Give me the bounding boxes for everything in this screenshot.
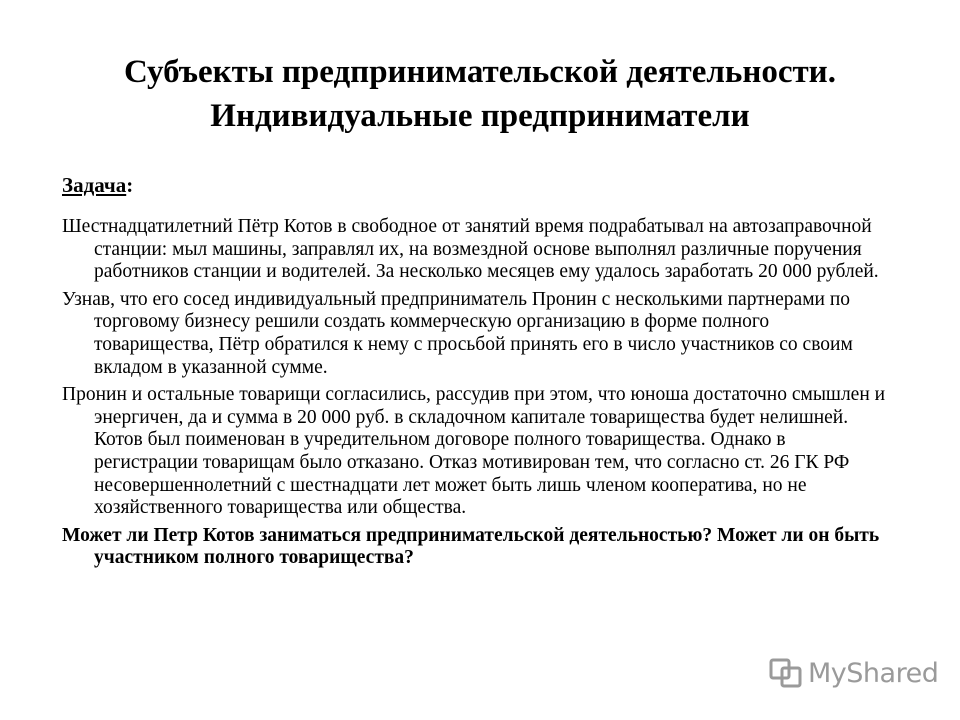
- paragraph-3: Пронин и остальные товарищи согласились, рассудив при этом, что юноша достаточно смышлен и энергичен, да и сумма в 20 000 руб. в складочном капитале товарищества будет нелишней. Котов был поименован в учредительном договоре полного товарищества. Однако в регистрации товарищам было отказано. Отказ мотивирован тем, что согласно ст. 26 ГК РФ несовершеннолетний с шестнадцати лет может быть лишь членом кооператива, но не хозяйственного товарищества или общества.: [62, 384, 886, 519]
- task-colon: :: [126, 173, 134, 197]
- mysharing-logo-icon: [768, 656, 804, 690]
- watermark: [768, 656, 938, 690]
- watermark-text: MyShared: [808, 657, 939, 689]
- paragraph-1: Шестнадцатилетний Пётр Котов в свободное от занятий время подрабатывал на автозаправочной станции: мыл машины, заправлял их, на возмездной основе выполнял различные поручения работников станции и водителей. За несколько месяцев ему удалось заработать 20 000 рублей.: [62, 216, 879, 283]
- task-label: Задача: [62, 173, 127, 197]
- slide-title: [40, 50, 920, 138]
- task-heading: [62, 172, 133, 198]
- question-paragraph: Может ли Петр Котов заниматься предпринимательской деятельностью? Может ли он быть участником полного товарищества?: [62, 524, 880, 569]
- paragraph-2: Узнав, что его сосед индивидуальный предприниматель Пронин с несколькими партнерами по торговому бизнесу решили создать коммерческую организацию в форме полного товарищества, Пётр обратился к нему с просьбой принять его в число участников со своим вкладом в указанной сумме.: [62, 288, 853, 378]
- task-body: [62, 216, 892, 575]
- title-line-1: Субъекты предпринимательской деятельности.: [124, 54, 836, 90]
- title-line-2: Индивидуальные предприниматели: [210, 98, 750, 134]
